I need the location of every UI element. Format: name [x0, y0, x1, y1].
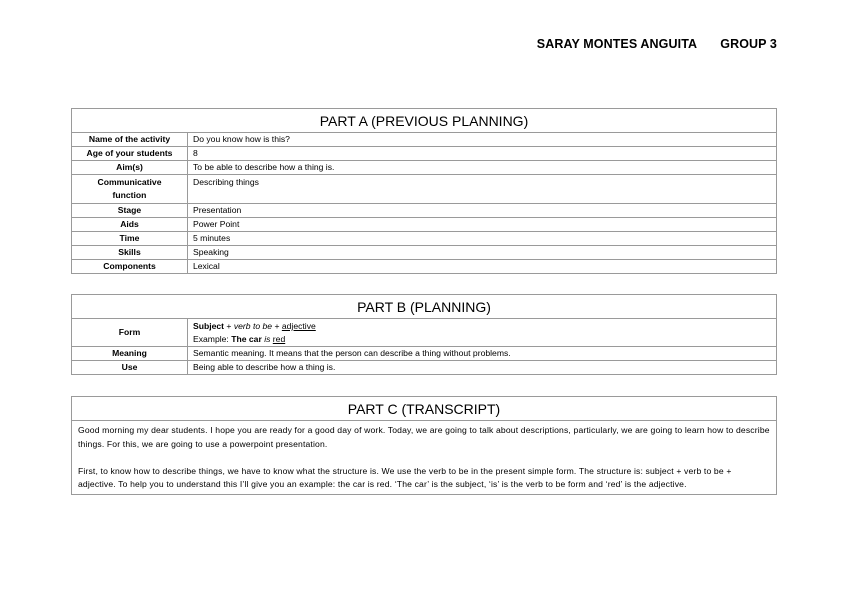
- document-header: [537, 37, 777, 51]
- transcript-paragraph: Good morning my dear students. I hope you are ready for a good day of work. Today, we are going to talk about descriptions, particularly, we are going to learn how to describe things. For this, we are going to use a powerpoint presentation.: [78, 425, 770, 449]
- meaning-label: Meaning: [72, 347, 188, 361]
- part-a-table: [71, 108, 777, 274]
- table-row: [72, 361, 777, 375]
- table-row: [72, 347, 777, 361]
- row-value: Describing things: [188, 175, 777, 204]
- row-value: Speaking: [188, 246, 777, 260]
- author-name: SARAY MONTES ANGUITA: [536, 37, 697, 51]
- table-row: [72, 218, 777, 232]
- part-c-title: PART C (TRANSCRIPT): [72, 397, 777, 421]
- use-value: Being able to describe how a thing is.: [188, 361, 777, 375]
- row-value: Lexical: [188, 260, 777, 274]
- part-b-title: PART B (PLANNING): [72, 295, 777, 319]
- part-a-title: PART A (PREVIOUS PLANNING): [72, 109, 777, 133]
- table-row: [72, 246, 777, 260]
- row-value: Do you know how is this?: [188, 133, 777, 147]
- group-label: GROUP 3: [720, 37, 777, 51]
- row-value: Power Point: [188, 218, 777, 232]
- table-row: [72, 133, 777, 147]
- use-label: Use: [72, 361, 188, 375]
- table-row: [72, 147, 777, 161]
- form-example: Example: The car is red: [193, 334, 286, 344]
- table-row: [72, 319, 777, 347]
- transcript-body: [72, 421, 777, 495]
- form-structure: Subject + verb to be + adjective: [193, 321, 316, 331]
- meaning-value: Semantic meaning. It means that the person can describe a thing without problems.: [188, 347, 777, 361]
- row-label: Age of your students: [72, 147, 188, 161]
- row-label: Communicative function: [72, 175, 188, 204]
- row-value: Presentation: [188, 204, 777, 218]
- row-value: 8: [188, 147, 777, 161]
- form-value: [188, 319, 777, 347]
- table-row: [72, 204, 777, 218]
- row-label: Name of the activity: [72, 133, 188, 147]
- form-label: Form: [72, 319, 188, 347]
- row-label: Aids: [72, 218, 188, 232]
- row-label: Components: [72, 260, 188, 274]
- part-c-table: [71, 396, 777, 495]
- table-row: [72, 175, 777, 204]
- row-value: 5 minutes: [188, 232, 777, 246]
- row-label: Time: [72, 232, 188, 246]
- table-row: [72, 232, 777, 246]
- row-label: Aim(s): [72, 161, 188, 175]
- row-label: Stage: [72, 204, 188, 218]
- table-row: [72, 260, 777, 274]
- row-value: To be able to describe how a thing is.: [188, 161, 777, 175]
- table-row: [72, 161, 777, 175]
- row-label: Skills: [72, 246, 188, 260]
- part-b-table: [71, 294, 777, 375]
- transcript-paragraph: First, to know how to describe things, we have to know what the structure is. We use the verb to be in the present simple form. The structure is: subject + verb to be + adjective. To help you to understand this I’ll give you an example: the car is red. ‘The car’ is the subject, ‘is’ is the verb to be form and ‘red’ is the adjective.: [78, 465, 732, 490]
